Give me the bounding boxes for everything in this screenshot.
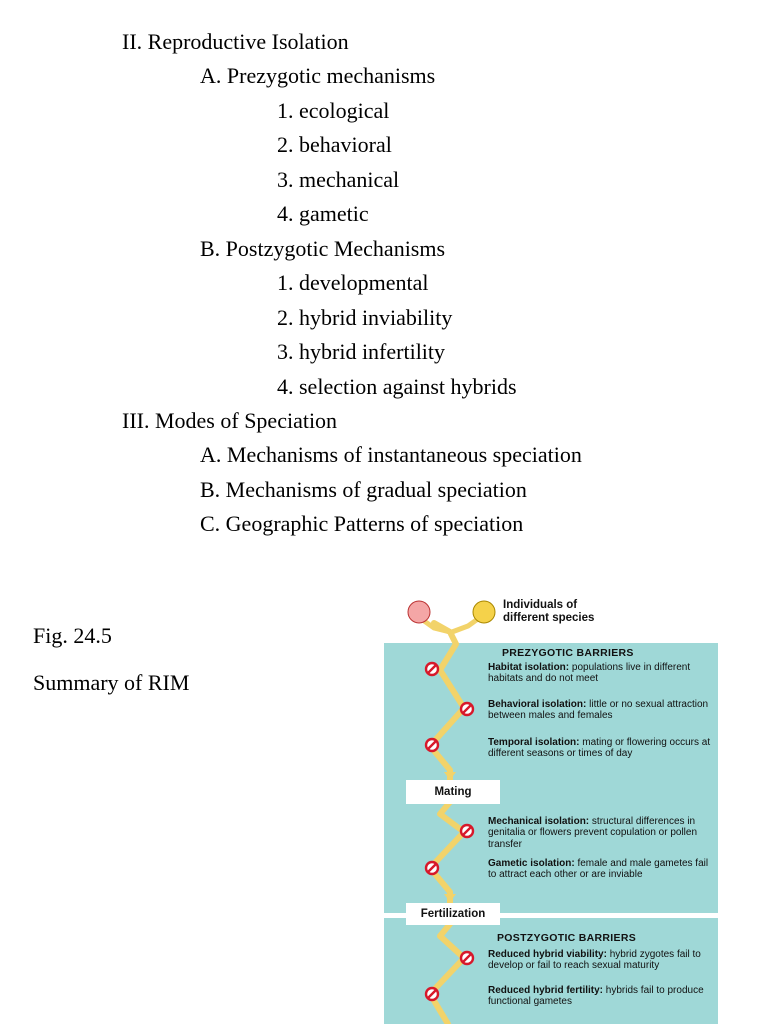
outline-item: B. Mechanisms of gradual speciation [200,477,527,502]
outline-item: C. Geographic Patterns of speciation [200,511,524,536]
outline-item: II. Reproductive Isolation [122,29,349,54]
figure-number: Fig. 24.5 [33,623,112,648]
outline-item: 2. hybrid inviability [277,305,453,330]
outline-item: B. Postzygotic Mechanisms [200,236,446,261]
outline-item: A. Mechanisms of instantaneous speciation [200,442,582,467]
outline-item: 3. mechanical [277,167,400,192]
outline-item: A. Prezygotic mechanisms [200,63,436,88]
outline-item: 3. hybrid infertility [277,339,446,364]
outline-item: 4. selection against hybrids [277,374,517,399]
outline-item: 2. behavioral [277,132,392,157]
arrow-down-icon [444,772,456,780]
barrier-habitat: Habitat isolation: populations live in different habitats and do not meet [488,662,691,685]
barrier-temporal: Temporal isolation: mating or flowering occurs at different seasons or times of day [488,737,711,760]
outline-item: III. Modes of Speciation [122,408,338,433]
stop-icon [424,737,440,753]
barrier-hybrid-viability: Reduced hybrid viability: hybrid zygotes fail to develop or fail to reach sexual maturity [488,949,701,972]
figure-caption: Summary of RIM [33,670,190,695]
stop-icon [424,661,440,677]
species-a-circle [408,601,430,623]
outline-item: 1. ecological [277,98,390,123]
stop-icon [459,701,475,717]
postzygotic-title: POSTZYGOTIC BARRIERS [497,932,637,944]
arrow-down-icon [444,894,456,902]
barrier-behavioral: Behavioral isolation: little or no sexual attraction between males and females [488,699,709,722]
fertilization-stage: Fertilization [406,903,500,925]
outline-item: 4. gametic [277,201,369,226]
stop-icon [459,823,475,839]
stop-icon [424,986,440,1002]
stop-icon [424,860,440,876]
species-b-circle [473,601,495,623]
prezygotic-title: PREZYGOTIC BARRIERS [502,647,634,659]
barrier-hybrid-fertility: Reduced hybrid fertility: hybrids fail to produce functional gametes [488,985,704,1008]
individuals-label: Individuals of different species [503,599,595,624]
outline-item: 1. developmental [277,270,429,295]
barrier-mechanical: Mechanical isolation: structural differences in genitalia or flowers prevent copulation or pollen transfer [488,816,698,850]
rim-figure [384,592,718,1024]
mating-stage: Mating [406,780,500,804]
barrier-gametic: Gametic isolation: female and male gametes fail to attract each other or are inviable [488,858,709,881]
stop-icon [459,950,475,966]
